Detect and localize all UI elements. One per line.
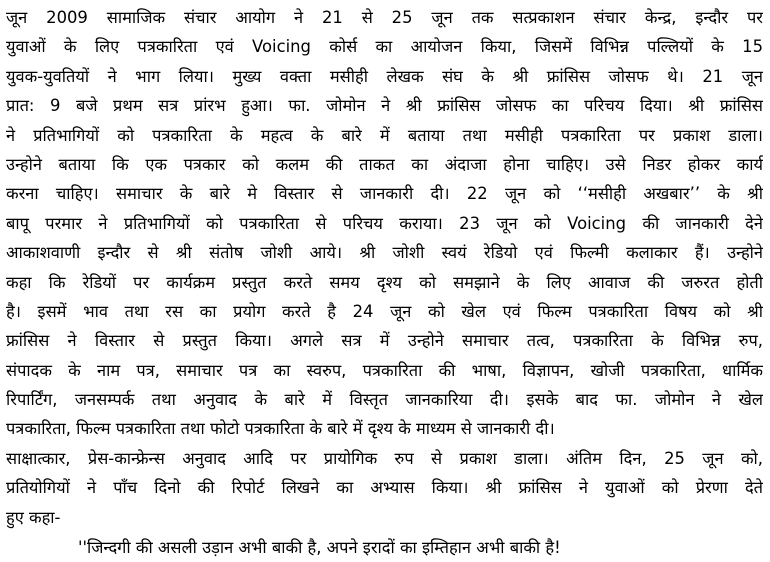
paragraph-line-14: रिपार्टिंग, जनसम्पर्क तथा अनुवाद के बारे में विस्तृत जानकारिया दी। इसके बाद फा. जोमोन ने खेल (6, 390, 763, 410)
paragraph-line-9: आकाशवाणी इन्दौर से श्री संतोष जोशी आये। श्री जोशी स्वयं रेडियो एवं फिल्मी कलाकार हैं। उन्होने (6, 243, 763, 263)
paragraph-line-11: है। इसमें भाव तथा रस का प्रयोग करते है 24 जून को खेल एवं फिल्म पत्रकारिता विषय को श्री (6, 301, 763, 321)
paragraph-line-16: साक्षात्कार, प्रेस-कान्फ्रेन्स अनुवाद आदि पर प्रायोगिक रुप से प्रकाश डाला। अंतिम दिन, 25 जून को, (6, 448, 763, 468)
paragraph-line-18: हुए कहा- (6, 507, 61, 527)
paragraph-line-8: बापू परमार ने प्रतिभागियों को पत्रकारिता से परिचय कराया। 23 जून को Voicing की जानकारी देने (6, 213, 763, 233)
paragraph-line-17: प्रतियोगियों ने पाँच दिनो की रिपोर्ट लिखने का अभ्यास किया। श्री फ्रांसिस ने युवाओं को प्रेरणा देते (6, 478, 763, 498)
paragraph-line-6: उन्होने बताया कि एक पत्रकार को कलम की ताकत का अंदाजा होना चाहिए। उसे निडर होकर कार्य (6, 154, 763, 174)
paragraph-line-4: प्रात: 9 बजे प्रथम सत्र प्रांरभ हुआ। फा. जोमोन ने श्री फ्रांसिस जोसफ का परिचय दिया। श्री फ्रांसिस (6, 96, 763, 116)
paragraph-line-15: पत्रकारिता, फिल्म पत्रकारिता तथा फोटो पत्रकारिता के बारे में दृश्य के माध्यम से जानकारी दी। (6, 419, 555, 439)
paragraph-line-1: जून 2009 सामाजिक संचार आयोग ने 21 से 25 जून तक सत्प्रकाशन संचार केन्द्र, इन्दौर पर (6, 8, 763, 27)
article-body (6, 3, 763, 532)
paragraph-line-7: करना चाहिए। समाचार के बारे मे विस्तार से जानकारी दी। 22 जून को ‘‘मसीही अखबार’’ के श्री (6, 184, 763, 204)
closing-quote: ''जिन्दगी की असली उड़ान अभी बाकी है, अपने इरादों का इम्तिहान अभी बाकी है! (78, 538, 561, 557)
paragraph-line-12: फ्रांसिस ने विस्तार से प्रस्तुत किया। अगले सत्र में उन्होने समाचार तत्व, पत्रकारिता के विभिन्न रुप, (6, 331, 763, 351)
paragraph-line-10: कहा कि रेडियों पर कार्यक्रम प्रस्तुत करते समय दृश्य को समझाने के लिए आवाज की जरुरत होती (6, 272, 763, 292)
paragraph-line-5: ने प्रतिभागियों को पत्रकारिता के महत्व के बारे में बताया तथा मसीही पत्रकारिता पर प्रकाश डाला। (6, 125, 763, 145)
paragraph-line-13: संपादक के नाम पत्र, समाचार पत्र का स्वरुप, पत्रकारिता की भाषा, विज्ञापन, खोजी पत्रकारिता, धार्मिक (6, 360, 763, 380)
paragraph-line-3: युवक-युवतियों ने भाग लिया। मुख्य वक्ता मसीही लेखक संघ के श्री फ्रांसिस जोसफ थे। 21 जून (6, 66, 763, 86)
paragraph-line-2: युवाओं के लिए पत्रकारिता एवं Voicing कोर्स का आयोजन किया, जिसमें विभिन्न पल्लियों के 15 (6, 37, 763, 57)
